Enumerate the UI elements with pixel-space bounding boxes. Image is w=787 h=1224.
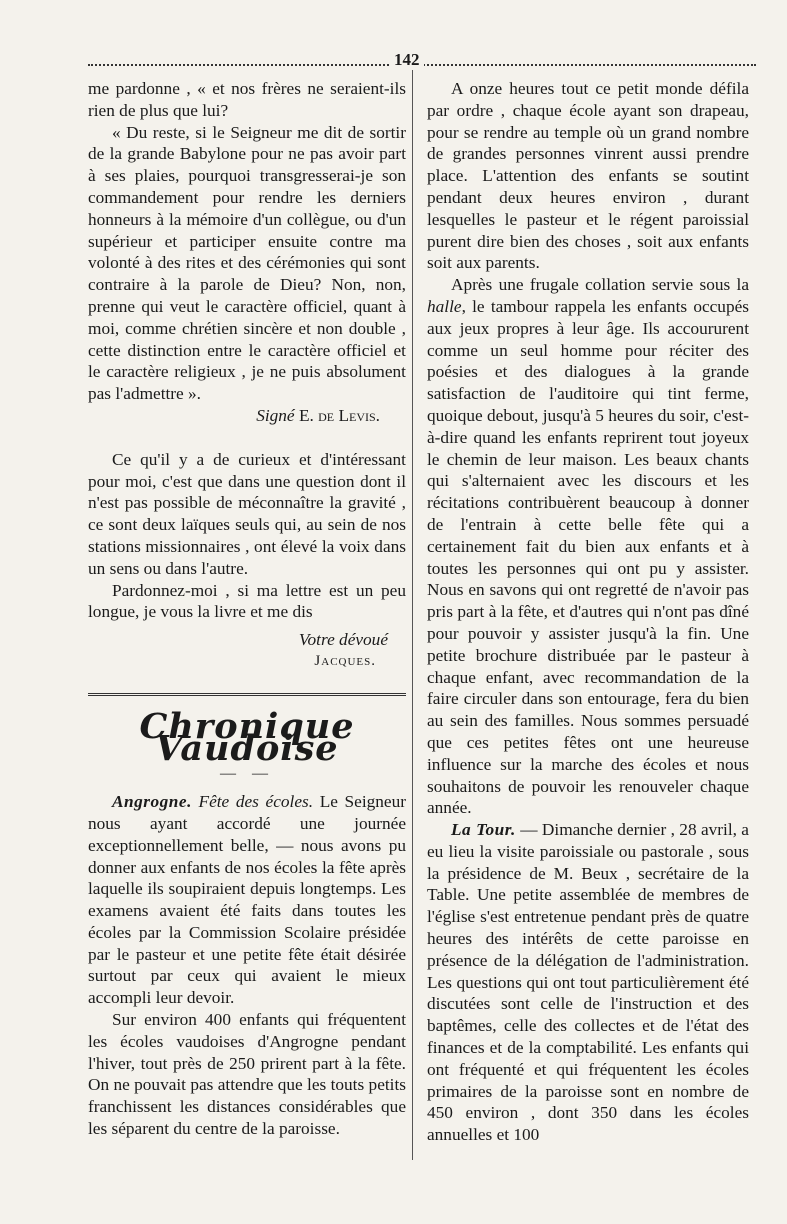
signature-line [88,405,406,427]
signature-prefix: Signé [256,405,295,425]
signature-name: E. de Levis. [298,405,380,425]
latour-paragraph [427,819,749,1146]
halle-word: halle [427,296,462,316]
section-title: Chronique Vaudoise [139,705,355,769]
right-paragraph-2-rest: , le tambour rappela les enfants occupés aux jeux propres à leur âge. Ils accoururent comme un seul homme pour réciter des poésies et des dialogues à la grande satisfaction de l'auditoire qui tint ferme, quoique debout, jusqu'à 5 heures du soir, c'est-à-dire quand les enfants reprirent tout joyeux le chemin de leur maison. Les beaux chants qui s'alternaient avec les discours et les récitations contribuèrent beaucoup à donner de l'entrain à cette belle fête qui a certainement fait du bien aux enfants et à toutes les personnes qui ont pu y assister. Nous en savons qui ont regretté de n'avoir pas pris part à la fête, et d'autres qui n'ont pas dîné pour pouvoir y assister jusqu'à la fin. Une petite brochure distribuée par le pasteur à chaque enfant, avec recommandation de la faire circuler dans son entourage, fera du bien au sein des familles. Nous sommes persuadé que ces petites fêtes ont une heureuse influence sur la marche des écoles et nous souhaitons de pouvoir les renouveler chaque année. [427,296,749,818]
letter-paragraph-1: me pardonne , « et nos frères ne seraient-ils rien de plus que lui? [88,79,406,120]
letter-paragraph-2: « Du reste, si le Seigneur me dit de sortir de la grande Babylone pour ne pas avoir part à ses plaies, pourquoi transgresserai-je son commandement pour rendre les derniers honneurs à la mémoire d'un collègue, ou d'un supérieur et participer ensuite contre ma volonté à des rites et des cérémonies qui sont contraire à la parole de Dieu? Non, non, prenne qui veut le caractère officiel, quant à moi, comme chrétien sincère et non double , cette distinction entre le caractère officiel et le caractère religieux , je ne puis absolument pas l'admettre ». [88,122,406,404]
closing-salutation: Votre dévoué [298,630,388,650]
angrogne-subtitle: Fête des écoles. [198,792,314,812]
right-paragraph-1: A onze heures tout ce petit monde défila par ordre , chaque école ayant son drapeau, pour se rendre au temple où un grand nombre de grandes personnes vinrent aussi prendre place. L'attention des enfants se soutint pendant deux heures environ , durant lesquelles le pasteur et le régent paroissial purent dire bien des choses , soit aux enfants soit aux parents. [427,79,749,273]
column-divider [412,70,413,1160]
angrogne-text: Le Seigneur nous ayant accordé une journée exceptionnellement belle, — nous avons pu donner aux enfants de nos écoles la fête après laquelle ils soupiraient depuis longtemps. Les examens avaient été faits dans toutes les écoles par la Commission Scolaire présidée par le pasteur et une petite fête était désirée surtout par ceux qui avaient le mieux accompli leur devoir. [88,792,406,1008]
angrogne-paragraph-2: Sur environ 400 enfants qui fréquentent les écoles vaudoises d'Angrogne pendant l'hiver, tout près de 250 prirent part à la fête. On ne pouvait pas attendre que les touts petits franchissent les distances considérables que les séparent du centre de la paroisse. [88,1010,406,1139]
right-paragraph-2 [427,274,749,819]
latour-text: — Dimanche dernier , 28 avril, a eu lieu la visite paroissiale ou pastorale , sous la présidence de M. Beux , secrétaire de la Table. Une petite assemblée de membres de l'église s'est entretenue pendant près de quatre heures des intérêts de cette paroisse en présence de la délégation de l'administration. Les questions qui ont tout particulièrement été discutées sont celle de l'instruction et des baptêmes, celle des collectes et de l'état des finances et de la comptabilité. Les enfants qui ont fréquenté et qui fréquentent les écoles primaires de la paroisse sont en nombre de 450 environ , dont 350 dans les écoles annuelles et 100 [427,820,749,1145]
place-heading-latour: La Tour. [451,820,516,840]
page-number: 142 [390,50,424,70]
place-heading-angrogne: Angrogne. [112,792,192,812]
right-column [427,78,749,1146]
letter-paragraph-3: Ce qu'il y a de curieux et d'intéressant pour moi, c'est que dans une question dont il n'est pas possible de méconnaître la gravité , ce sont deux laïques seuls qui, au sein de nos stations missionnaires , ont élevé la voix dans un sens ou dans l'autre. [88,449,406,578]
title-dash: — — [220,765,274,783]
right-paragraph-2-start: Après une frugale collation servie sous la [451,275,749,295]
angrogne-paragraph-1 [88,791,406,1009]
left-column [88,78,406,1140]
closing-name: Jacques. [314,652,376,669]
letter-paragraph-4: Pardonnez-moi , si ma lettre est un peu longue, je vous la livre et me dis [88,580,406,622]
section-rule [88,693,406,696]
